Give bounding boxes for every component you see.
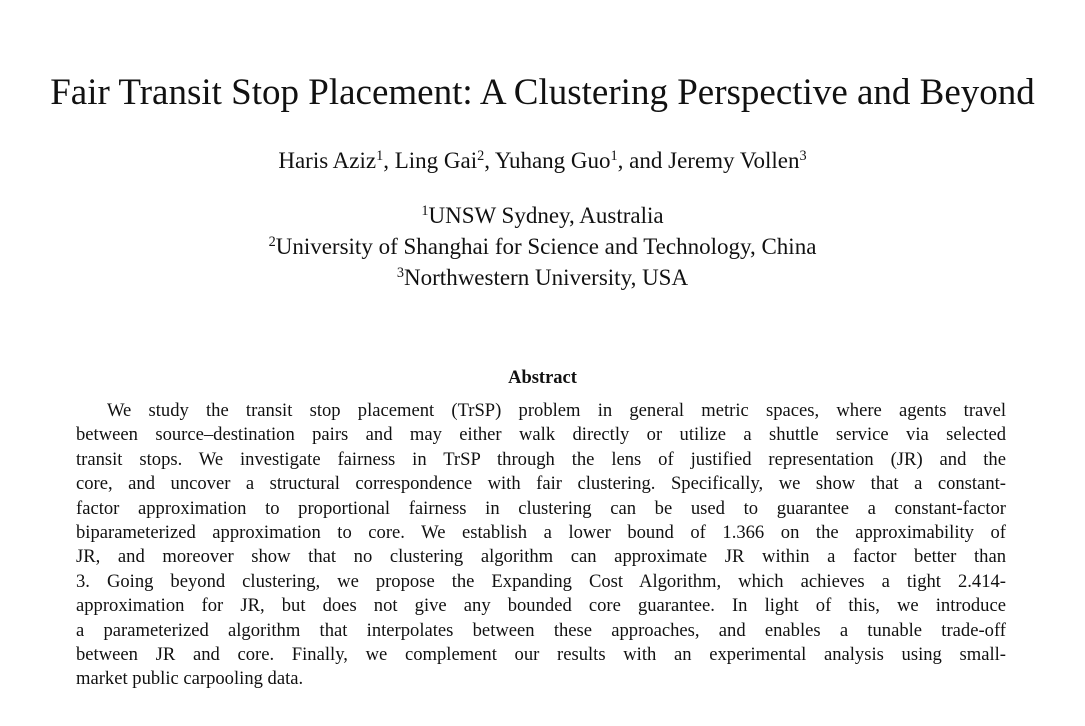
affiliation: [0, 200, 1085, 231]
abstract-line: market public carpooling data.: [76, 668, 304, 690]
abstract-line: between source–destination pairs and may either walk directly or utilize a shuttle service via selected: [76, 424, 1006, 446]
author-separator: ,: [484, 148, 495, 173]
abstract-line: between JR and core. Finally, we complement our results with an experimental analysis using small-: [76, 643, 1006, 665]
affiliation-mark: 3: [396, 265, 405, 282]
author-affil-mark: 3: [799, 148, 807, 165]
affiliation-mark: 1: [421, 203, 429, 220]
author-affil-mark: 1: [610, 148, 618, 165]
author-list: [0, 146, 1085, 176]
affiliation: [0, 262, 1085, 293]
abstract-body: [76, 399, 1006, 692]
author-name: Haris Aziz: [278, 148, 377, 173]
author: [278, 148, 394, 173]
author-affil-mark: 2: [477, 148, 485, 165]
author-name: Ling Gai: [394, 148, 478, 173]
abstract-line: a parameterized algorithm that interpolates between these approaches, and enables a tunable trade-off: [76, 619, 1006, 641]
affiliation: [0, 231, 1085, 262]
author-separator: ,: [383, 148, 395, 173]
author: [395, 148, 495, 173]
abstract-line: factor approximation to proportional fairness in clustering can be used to guarantee a constant-factor: [76, 497, 1006, 519]
affiliation-mark: 2: [268, 234, 276, 251]
author: [668, 148, 807, 173]
author: [495, 148, 668, 173]
author-name: Yuhang Guo: [494, 148, 611, 173]
abstract-line: biparameterized approximation to core. We establish a lower bound of 1.366 on the approximability of: [76, 521, 1006, 543]
abstract-heading: Abstract: [508, 368, 577, 388]
abstract-line: transit stops. We investigate fairness in TrSP through the lens of justified representation (JR) and the: [76, 448, 1006, 470]
affiliation-text: UNSW Sydney, Australia: [428, 203, 664, 228]
paper-title: Fair Transit Stop Placement: A Clustering Perspective and Beyond: [50, 72, 1035, 113]
abstract-line: We study the transit stop placement (TrSP) problem in general metric spaces, where agents travel: [107, 400, 1006, 421]
abstract-line: core, and uncover a structural correspondence with fair clustering. Specifically, we show that a constant-: [76, 473, 1006, 495]
author-affil-mark: 1: [376, 148, 384, 165]
affiliation-text: Northwestern University, USA: [404, 265, 689, 290]
author-name: Jeremy Vollen: [668, 148, 800, 173]
affiliation-list: [0, 200, 1085, 293]
abstract-line: 3. Going beyond clustering, we propose the Expanding Cost Algorithm, which achieves a tight 2.414-: [76, 570, 1006, 592]
abstract-line: JR, and moreover show that no clustering algorithm can approximate JR within a factor better than: [76, 546, 1006, 568]
abstract-line: approximation for JR, but does not give any bounded core guarantee. In light of this, we introduce: [76, 595, 1006, 617]
author-separator: , and: [617, 148, 669, 173]
affiliation-text: University of Shanghai for Science and Technology, China: [275, 234, 817, 259]
